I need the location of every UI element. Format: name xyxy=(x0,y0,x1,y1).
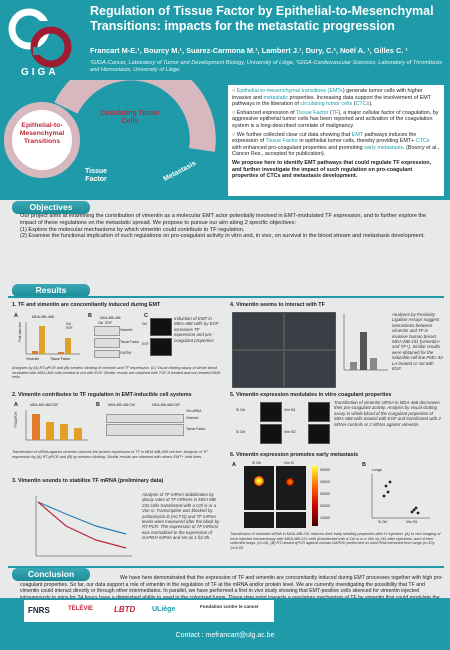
r2-yaxis: TF/GAPDH xyxy=(14,411,19,429)
r2-chart-label: MDA-MB-468 EGF xyxy=(30,403,59,407)
result-3-title: 3. Vimentin sounds to stabilize TF mRNA (preliminary data) xyxy=(12,478,164,484)
r1-label-a: A xyxy=(14,313,18,319)
r3-caption: Analysis of TF mRNA stabilization by decay rates of TF mRNAs in MDA MB 231 cells transfected with a Ctrl si or a Vim si. Transcription was blocked by actinomycin D (ACT-D) and TF mRNA levels were measured after the block by RT-PCR. The expression of TF mRNAs was normalized to the expression of GAPDH mRNA and set as 1 for 0h. xyxy=(142,492,220,541)
result-5 xyxy=(230,392,444,452)
r4-caption: Analyses by Proximity Ligation Assays suggest interactions between vimentin and TF in invasive human breast MDA-MB-231 (vimentin+ and TF+). Similar results were obtained for the inducible cell line PMC-42-LA treated or not with EGF. xyxy=(392,312,444,372)
result-5-title: 5. Vimentin expression modulates in vitro coagulant properties xyxy=(230,392,392,398)
r6-lungs-vim xyxy=(276,512,306,528)
intro-p2: ○ Enhanced expression of Tissue Factor (TF), a major cellular factor of coagulation, by aggressive epithelial tumor cells has been reported and activation of the coagulation system is a long-described correlate of malignancy. xyxy=(232,109,439,129)
conclusion-text: We have here demonstrated that the expression of TF and vimentin are concomitantly induced during EMT processes together with high pro-coagulant properties. So far, our data support a role of vimentin in the regulation of TF at the mRNA and/or protein level. We are currently investigating the possibility that TF and vimentin could interact directly or through other intermediates. In parallel, we have performed a first in vivo study showing that EMT-positive cells silenced for vimentin injected xyxy=(20,575,443,595)
r4-pla-image-3 xyxy=(232,350,284,388)
results-divider xyxy=(8,296,444,298)
r2-label-a: A xyxy=(14,402,18,408)
r1-label-c: C xyxy=(144,313,148,319)
r1-side-text: Induction of EMT in MDA-468 cells by EGF increases TF expression and pro-coagulant properties xyxy=(174,316,219,343)
diagram-tf: Tissue Factor xyxy=(84,168,108,183)
r1-bar-tf-ctrl xyxy=(58,352,64,354)
r1-caption: Analyses by (A) RT-qPCR and (B) western blotting of vimentin and TF expression. (C) Visual clotting assay of whole blood incubated with MDA-468 cells treated or not with EGF. Similar results are obtained with TGF-ß treated and non treated A549 cells. xyxy=(12,366,221,380)
r6-lungs-ctrl xyxy=(244,512,274,528)
r6-scale-bar xyxy=(312,466,318,526)
intro-p3: ○ We further collected clear cut data showing that EMT pathways induces the expression of Tissue Factor in epithelial tumor cells, thereby providing EMT+ CTCs with enhanced pro-coagulant properties and promoting early metastasis. (Bourcy et al., Cancer Res., accepted for publication). xyxy=(232,131,440,158)
conclusion-heading: Conclusion xyxy=(12,568,90,581)
r1-blot-label-tf: Tissue Factor xyxy=(120,340,140,344)
r1-legend: Ctrl EGF xyxy=(66,322,73,330)
r1-bar-vim-ctrl xyxy=(32,351,38,354)
affiliations: ¹GIGA-Cancer, Laboratory of Tumor and Development Biology, University of Liège, ²GIGA-Cardiovascular Sciences, Laboratory of Thrombosis and Hemostasis, University of Liège. xyxy=(90,60,443,73)
r2-bar-4 xyxy=(74,428,82,440)
r1-yaxis: Fold induction xyxy=(17,322,22,342)
r3-line-ctrl xyxy=(38,502,126,534)
diagram-metastasis: Metastasis xyxy=(162,160,198,183)
intro-p4: We propose here to identify EMT pathways that could regulate TF expression, and further investigate the impact of such regulation on pro-coagulant properties of CTCs and metastasis development. xyxy=(232,159,432,180)
objectives-body xyxy=(20,213,442,240)
r2-blot-header-2: MDA-MB-468 EGF xyxy=(152,403,181,407)
r4-pla-image-1 xyxy=(232,312,284,350)
logo-uliege: ULiège xyxy=(152,606,176,613)
r1-blot-vim xyxy=(94,326,120,336)
sponsor-logos xyxy=(24,600,274,622)
r1-x-vim: Vimentin xyxy=(26,357,40,361)
r6-caption: Transfection of vimentin siRNA in MDA-MB-231 reduces their early seeding properties after IV injection. (A) In vivo imaging of mice injected intravenously with MDA-MB-231 cells (transfected with a Ctrl si or a Vim si) 24h after injections, and of their collected lungs. (n=14). (B) RT-nested qPCR against human GAPDH performed on total RNA extracted from lungs (n=10). *p<0.05 xyxy=(230,532,441,550)
r4-pla-image-4 xyxy=(284,350,336,388)
r6-scatter xyxy=(364,472,434,526)
result-1 xyxy=(12,302,222,390)
r1-x-tf: Tissue Factor xyxy=(50,357,71,361)
r4-pla-image-2 xyxy=(284,312,336,350)
r1-blot-header: MDA-MB-468 xyxy=(100,316,121,320)
r1-label-b: B xyxy=(88,313,92,319)
r4-chart xyxy=(338,312,390,374)
r5-caption: Transfection of vimentin siRNA in MDA-468 decreases their pro-coagulant activity. Analysis by visual clotting assay in whole blood of the coagulant properties of MDA-468 cells treated with EGF and transfected with 2 siRNA controls or 2 siRNA against vimentin. xyxy=(334,400,441,427)
r2-blot-tf xyxy=(106,424,184,436)
r1-blot-gapdh xyxy=(94,350,120,358)
poster-title: Regulation of Tissue Factor by Epithelial-to-Mesenchymal Transitions: impacts for the metastatic progression xyxy=(90,4,434,33)
r5-tube-4 xyxy=(308,424,330,444)
r6-x-1: Si Ctrl xyxy=(378,520,388,524)
giga-logo xyxy=(3,3,83,83)
objective-item-1: (1) Explore the molecular mechanisms by which vimentin could contribute to TF regulation. xyxy=(20,226,245,233)
r1-c-ctrl: Ctrl xyxy=(142,322,147,326)
emt-diagram xyxy=(2,80,222,198)
r2-bar-chart xyxy=(18,408,90,446)
logo-televie: TÉLÉVIE xyxy=(68,606,94,612)
result-2 xyxy=(12,392,222,474)
r2-bar-2 xyxy=(46,422,54,440)
r5-label-2: Vim Si1 xyxy=(284,408,296,412)
r1-bar-tf-egf xyxy=(65,338,71,354)
logo-fondation: Fondation contre le cancer xyxy=(200,604,259,609)
r2-label-b: B xyxy=(96,402,100,408)
result-1-title: 1. TF and vimentin are concomitantly induced during EMT xyxy=(12,302,161,308)
r1-blot-tf xyxy=(94,338,120,348)
logo-lbtd: LBTD xyxy=(114,605,136,614)
objectives-text: Our project aims at examining the contribution of vimentin as a molecular EMT actor potentially involved in EMT-modulated TF expression, and to further explore the impact of these regulations on the metastatic spread. We propose to pursue our aim along 2 specific objectives: xyxy=(20,213,427,226)
intro-box xyxy=(228,85,444,196)
r5-label-3: Si Ctrl xyxy=(236,430,246,434)
result-4 xyxy=(230,302,444,390)
r1-clot-egf xyxy=(150,338,172,356)
r3-decay-chart xyxy=(26,492,136,564)
result-4-title: 4. Vimentin seems to interact with TF xyxy=(230,302,325,308)
r1-c-egf: EGF xyxy=(142,342,149,346)
r6-chart-title: Lungs xyxy=(372,468,382,472)
r2-blot-header-1: MDA-MB-468 Ctrl xyxy=(108,403,135,407)
r6-mouse-ctrl xyxy=(244,466,274,510)
r6-label-b: B xyxy=(362,462,366,468)
r5-tube-2 xyxy=(308,402,330,422)
diagram-ctc: Circulating Tumor Cells xyxy=(100,110,160,125)
r1-bar-vim-egf xyxy=(39,326,45,354)
r5-label-4: Vim Si2 xyxy=(284,430,296,434)
contact-email[interactable]: Contact : mefrancart@ulg.ac.be xyxy=(175,632,275,639)
result-2-title: 2. Vimentin contributes to TF regulation in EMT-inducible cell systems xyxy=(12,392,192,398)
r3-line-vim xyxy=(38,502,126,548)
r6-mouse-vim xyxy=(276,466,306,510)
r6-mouse-label-2: Vim Si xyxy=(284,461,294,465)
objectives-heading: Objectives xyxy=(12,201,90,214)
r1-blot-label-gapdh: GAPDH xyxy=(120,351,132,355)
result-6-title: 6. Vimentin expression promotes early metastasis xyxy=(230,452,359,458)
r2-blot-label-vim: Vimentin xyxy=(186,416,199,420)
r5-tube-1 xyxy=(260,402,282,422)
r1-blot-cols: Ctrl EGF xyxy=(98,321,113,325)
diagram-emt: Epithelial-to-Mesenchymal Transitions xyxy=(19,122,65,145)
result-6 xyxy=(230,452,444,566)
r2-blot-label-tf: Tissue Factor xyxy=(186,427,206,431)
result-3 xyxy=(12,478,222,566)
r2-bar-3 xyxy=(60,424,68,440)
r2-bar-1 xyxy=(32,414,40,440)
r6-x-2: Vim Si1 xyxy=(406,520,418,524)
objective-item-2: (2) Examine the functional implication of such regulations on pro-coagulant activity in vitro and, in vivo, on survival in the blood stream and metastasis development. xyxy=(20,233,425,240)
intro-p1: ○ Epithelial-to-mesenchymal transitions (EMTs) generate tumor cells with higher invasive and metastatic properties. Increasing data support the involvement of EMT pathways in the liberation of circulating tumor cells (CTCs). xyxy=(232,88,431,108)
r6-scale-labels: 50000 40000 30000 20000 10000 xyxy=(320,468,330,520)
r6-mouse-label-1: Si Ctrl xyxy=(252,461,262,465)
r2-blot-vim xyxy=(106,414,184,423)
r5-label-1: Si Ctrl xyxy=(236,408,246,412)
logo-text: GIGA xyxy=(21,67,59,78)
r1-clot-ctrl xyxy=(150,318,172,336)
results-heading: Results xyxy=(12,284,90,297)
authors: Francart M-E.¹, Bourcy M.¹, Suarez-Carmona M.¹, Lambert J.¹, Dury, C.², Noël A. ¹, Gilles C. ¹ xyxy=(90,46,408,55)
logo-fnrs: FNRS xyxy=(28,606,50,615)
r5-tube-3 xyxy=(260,424,282,444)
r1-chart-label: MDA-MB-468 xyxy=(32,315,54,319)
r6-label-a: A xyxy=(232,462,236,468)
r2-caption: Transfection of siRNA against vimentin reduces the protein expression of TF in MDA-MB-468 cell line. Analysis of TF expression by (A) RT-qPCR and (B) by western blotting. Similar results are obtained with others EMT+ cells lines. xyxy=(12,450,208,459)
r1-blot-label-vim: Vimentin xyxy=(120,328,133,332)
r2-sirna: Vim siRNA xyxy=(186,409,202,413)
